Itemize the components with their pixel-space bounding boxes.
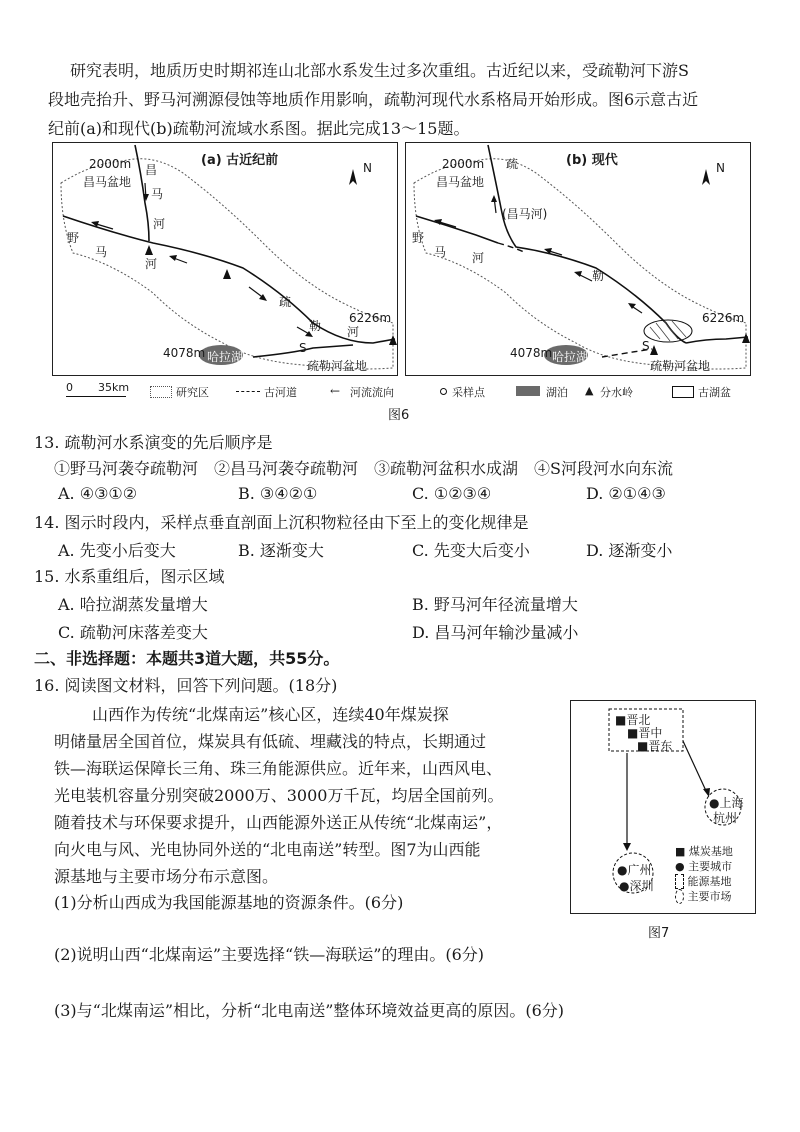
- figure-7-caption: 图7: [648, 926, 670, 941]
- q16-stem: 16. 阅读图文材料，回答下列问题。(18分): [34, 676, 338, 695]
- intro-line-2: 段地壳抬升、野马河溯源侵蚀等地质作用影响，疏勒河现代水系格局开始形成。图6示意古近: [48, 90, 699, 109]
- map-a-shu: 疏: [279, 295, 292, 309]
- legend-sample: 采样点: [452, 386, 485, 399]
- q14-option-a: A. 先变小后变大: [58, 541, 176, 560]
- fig7-legend-city-label: 主要城市: [688, 860, 733, 873]
- figure-6b-map: [405, 142, 751, 376]
- q13-option-d: D. ②①④③: [586, 484, 666, 503]
- map-b-basin-cm: 昌马盆地: [436, 175, 485, 189]
- fig7-legend-market: [675, 888, 732, 904]
- q16-material-7: 源基地与主要市场分布示意图。: [54, 867, 279, 886]
- q15-option-d: D. 昌马河年输沙量减小: [412, 623, 579, 642]
- q13-option-b: B. ③④②①: [238, 484, 318, 503]
- q13-option-a: A. ④③①②: [58, 484, 138, 503]
- q14-option-d: D. 逐渐变小: [586, 541, 673, 560]
- q16-material-3: 铁—海联运保障长三角、珠三角能源供应。近年来，山西风电、: [54, 759, 503, 778]
- map-a-elev-2000: 2000m: [89, 157, 132, 171]
- map-b-north: N: [716, 161, 725, 175]
- q16-sub1: (1)分析山西成为我国能源基地的资源条件。(6分): [54, 893, 404, 912]
- legend-paleo-lake: 古湖盆: [698, 386, 731, 399]
- legend-lake: 湖泊: [546, 386, 568, 399]
- map-a-s: S: [299, 341, 307, 355]
- city-shenzhen: ●深圳: [619, 879, 654, 893]
- coal-base-jinzhong: ■晋中: [627, 726, 663, 740]
- figure-6-caption: 图6: [388, 408, 410, 423]
- map-b-ye: 野: [412, 231, 425, 245]
- legend-study-area-swatch: [150, 386, 172, 398]
- map-a-le: 勒: [309, 319, 322, 333]
- map-b-le: 勒: [592, 269, 605, 283]
- q16-sub2: (2)说明山西“北煤南运”主要选择“铁—海联运”的理由。(6分): [54, 945, 485, 964]
- map-a-chang: 昌: [145, 163, 158, 177]
- map-a-he1: 河: [153, 217, 166, 231]
- map-b-basin-sl: 疏勒河盆地: [650, 359, 711, 373]
- figure-6a-map: [52, 142, 398, 376]
- map-a-lake: 哈拉湖: [207, 350, 244, 364]
- map-a-ma: 马: [151, 187, 164, 201]
- q13-stem: 13. 疏勒河水系演变的先后顺序是: [34, 433, 273, 452]
- intro-line-1: 研究表明，地质历史时期祁连山北部水系发生过多次重组。古近纪以来，受疏勒河下游S: [70, 61, 689, 80]
- label-jinbei: 晋北: [626, 713, 651, 727]
- intro-line-3: 纪前(a)和现代(b)疏勒河流域水系图。据此完成13～15题。: [48, 119, 470, 138]
- q15-stem: 15. 水系重组后，图示区域: [34, 567, 225, 586]
- map-a-elev-6226: 6226m: [349, 311, 392, 325]
- map-b-elev-6226: 6226m: [702, 311, 745, 325]
- section-2-heading: 二、非选择题：本题共3道大题，共55分。: [34, 649, 340, 668]
- label-guangzhou: 广州: [627, 863, 652, 877]
- fig7-legend-coal: ■ 煤炭基地: [675, 845, 733, 858]
- fig7-legend-energy: [675, 873, 732, 889]
- coal-base-jindong: ■晋东: [637, 739, 673, 753]
- q13-option-c: C. ①②③④: [412, 484, 492, 503]
- legend-old-channel: 古河道: [264, 386, 297, 399]
- q14-option-c: C. 先变大后变小: [412, 541, 530, 560]
- fig7-legend-city: ● 主要城市: [675, 860, 733, 873]
- city-shanghai: ●上海: [709, 796, 744, 810]
- city-guangzhou: ●广州: [617, 863, 652, 877]
- q15-option-a: A. 哈拉湖蒸发量增大: [58, 595, 208, 614]
- fig7-legend-market-label: 主要市场: [687, 890, 732, 903]
- q16-material-4: 光电装机容量分别突破2000万、3000万千瓦，均居全国前列。: [54, 786, 504, 805]
- label-jindong: 晋东: [648, 739, 673, 753]
- divide-icon: ▲: [585, 384, 594, 397]
- legend-study-area: 研究区: [176, 386, 209, 399]
- q16-material-2: 明储量居全国首位，煤炭具有低硫、埋藏浅的特点，长期通过: [54, 732, 487, 751]
- legend-scale-bar: [66, 396, 126, 397]
- sample-point-icon: [440, 388, 447, 395]
- map-b-elev-4078: 4078m: [510, 346, 553, 360]
- map-b-elev-2000: 2000m: [442, 157, 485, 171]
- map-a-title: (a) 古近纪前: [201, 153, 279, 168]
- figure-7-map: [570, 700, 756, 914]
- legend-paleo-lake-swatch: [672, 386, 694, 398]
- label-shenzhen: 深圳: [629, 879, 654, 893]
- label-shanghai: 上海: [719, 796, 744, 810]
- flow-arrow-icon: ←: [330, 384, 341, 398]
- coal-base-jinbei: ■晋北: [615, 713, 651, 727]
- map-b-shu: 疏: [506, 157, 519, 171]
- fig7-legend-coal-label: 煤炭基地: [688, 845, 733, 858]
- legend-divide: 分水岭: [600, 386, 633, 399]
- map-a-basin-cm: 昌马盆地: [83, 175, 132, 189]
- map-a-north: N: [363, 161, 372, 175]
- map-a-he3: 河: [347, 325, 360, 339]
- legend-scale-35: 35km: [98, 381, 130, 394]
- q16-material-5: 随着技术与环保要求提升，山西能源外送正从传统“北煤南运”，: [54, 813, 503, 832]
- map-a-ye: 野: [67, 231, 80, 245]
- legend-scale-0: 0: [66, 381, 73, 394]
- city-hangzhou: 杭州: [713, 811, 738, 825]
- map-b-title: (b) 现代: [566, 153, 618, 168]
- q16-material-1: 山西作为传统“北煤南运”核心区，连续40年煤炭探: [92, 705, 449, 724]
- map-a-basin-sl: 疏勒河盆地: [307, 359, 368, 373]
- map-a-he2: 河: [145, 257, 158, 271]
- map-b-he: 河: [472, 251, 485, 265]
- q15-option-c: C. 疏勒河床落差变大: [58, 623, 208, 642]
- q13-items: ①野马河袭夺疏勒河 ②昌马河袭夺疏勒河 ③疏勒河盆积水成湖 ④S河段河水向东流: [54, 459, 673, 478]
- fig7-legend-energy-label: 能源基地: [687, 875, 732, 888]
- q14-stem: 14. 图示时段内，采样点垂直剖面上沉积物粒径由下至上的变化规律是: [34, 513, 529, 532]
- q15-option-b: B. 野马河年径流量增大: [412, 595, 578, 614]
- map-b-s: S: [642, 339, 650, 353]
- q14-option-b: B. 逐渐变大: [238, 541, 324, 560]
- q16-sub3: (3)与“北煤南运”相比，分析“北电南送”整体环境效益更高的原因。(6分): [54, 1001, 565, 1020]
- map-b-lake: 哈拉湖: [552, 350, 589, 364]
- map-b-ma: 马: [434, 245, 447, 259]
- label-jinzhong: 晋中: [638, 726, 663, 740]
- legend-flow: 河流流向: [350, 386, 394, 399]
- q16-material-6: 向火电与风、光电协同外送的“北电南送”转型。图7为山西能: [54, 840, 481, 859]
- map-a-elev-4078: 4078m: [163, 346, 206, 360]
- map-a-ma2: 马: [95, 245, 108, 259]
- legend-old-channel-swatch: [236, 391, 260, 392]
- legend-lake-swatch: [516, 386, 540, 396]
- map-b-cmh: (昌马河): [502, 207, 548, 221]
